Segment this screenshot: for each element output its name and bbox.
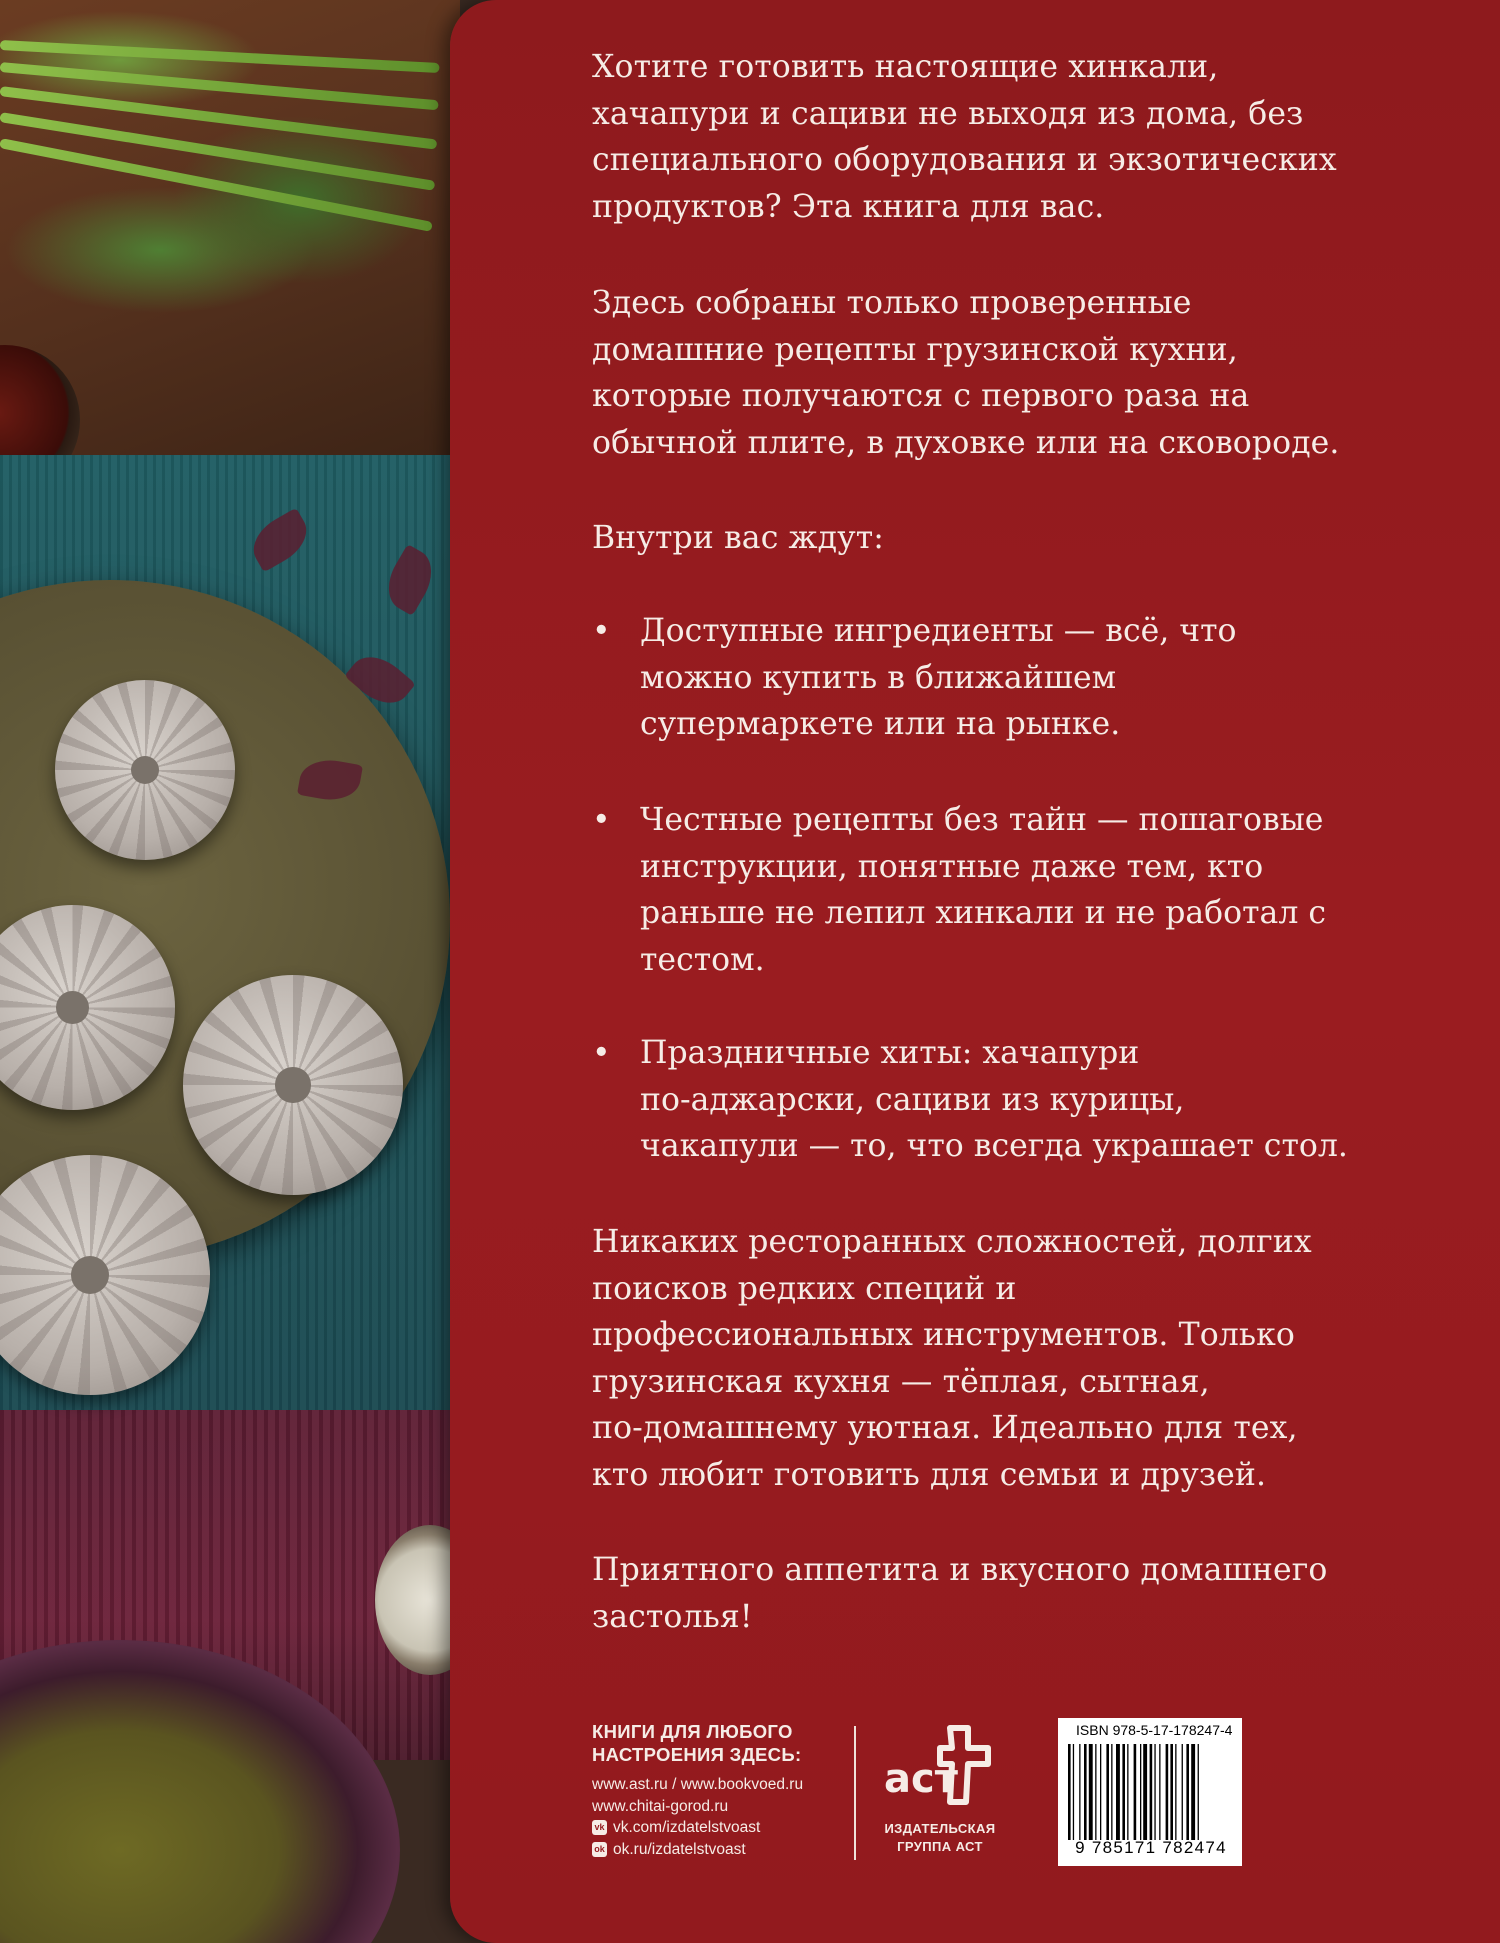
summary-paragraph (592, 1219, 1452, 1498)
bullet-icon: • (592, 802, 611, 838)
bullet-icon: • (592, 613, 611, 649)
text-line: хачапури и сациви не выходя из дома, без (592, 95, 1304, 132)
text-line: Здесь собраны только проверенные (592, 285, 1192, 321)
store-url[interactable]: www.ast.ru / www.bookvoed.ru (592, 1776, 804, 1793)
bullet-item (592, 797, 1452, 983)
ast-logo-icon (880, 1720, 1000, 1810)
barcode-number: 9 785171 782474 (1075, 1838, 1227, 1857)
text-line: Приятного аппетита и вкусного домашнего (592, 1552, 1328, 1588)
footer-heading: КНИГИ ДЛЯ ЛЮБОГО (592, 1721, 793, 1742)
bullet-text: Честные рецепты без тайн — пошаговые инструкции, понятные даже тем, кто раньше не лепил хинкали и не работал с тестом. (640, 802, 1326, 978)
text-line: поисков редких специй и (592, 1270, 1017, 1307)
bullet-item (592, 608, 1452, 748)
text-line: Хотите готовить настоящие хинкали, (592, 49, 1219, 85)
text-line: специального оборудования и экзотических (592, 142, 1337, 178)
closing-paragraph (592, 1547, 1452, 1640)
intro-paragraph (592, 44, 1452, 230)
cover-photo-strip (0, 0, 460, 1943)
bullet-icon: • (592, 1035, 611, 1071)
text-line: профессиональных инструментов. Только (592, 1317, 1295, 1353)
text-line: обычной плите, в духовке или на сковороде. (592, 424, 1340, 461)
svg-text:аст: аст (884, 1756, 958, 1802)
text-line: по-домашнему уютная. Идеально для тех, (592, 1410, 1298, 1446)
vk-icon: vk (592, 1820, 607, 1835)
vk-link[interactable]: vk vk.com/izdatelstvoast (592, 1817, 842, 1839)
bullet-text: Праздничные хиты: хачапури по-аджарски, сациви из курицы, чакапули — то, что всегда украшает стол. (640, 1035, 1348, 1164)
text-line: кто любит готовить для семьи и друзей. (592, 1456, 1267, 1493)
bookstore-links (592, 1720, 842, 1860)
text-line: грузинская кухня — тёплая, сытная, (592, 1363, 1210, 1400)
text-line: которые получаются с первого раза на (592, 378, 1250, 414)
herbs-photo (0, 0, 460, 455)
text-line: Никаких ресторанных сложностей, долгих (592, 1224, 1312, 1260)
publisher-logo (870, 1720, 1010, 1860)
text-line: застолья! (592, 1598, 753, 1635)
inside-heading: Внутри вас ждут: (592, 520, 884, 556)
isbn-barcode (1058, 1718, 1242, 1866)
khinkali-dumpling (55, 680, 235, 860)
footer-divider (854, 1726, 856, 1860)
bullet-text: Доступные ингредиенты — всё, что можно купить в ближайшем супермаркете или на рынке. (640, 613, 1237, 742)
barcode-bars (1068, 1744, 1232, 1840)
isbn-label: ISBN 978-5-17-178247-4 (1076, 1722, 1233, 1738)
bullet-item (592, 1030, 1452, 1170)
khinkali-dumpling (183, 975, 403, 1195)
ok-icon: ok (592, 1842, 607, 1857)
recipes-paragraph (592, 280, 1452, 466)
ok-link[interactable]: ok ok.ru/izdatelstvoast (592, 1839, 842, 1861)
text-line: домашние рецепты грузинской кухни, (592, 331, 1238, 368)
text-line: продуктов? Эта книга для вас. (592, 188, 1105, 225)
footer-heading: НАСТРОЕНИЯ ЗДЕСЬ: (592, 1744, 802, 1765)
store-url[interactable]: www.chitai-gorod.ru (592, 1797, 729, 1815)
publisher-caption: ИЗДАТЕЛЬСКАЯ ГРУППА АСТ (884, 1821, 996, 1854)
